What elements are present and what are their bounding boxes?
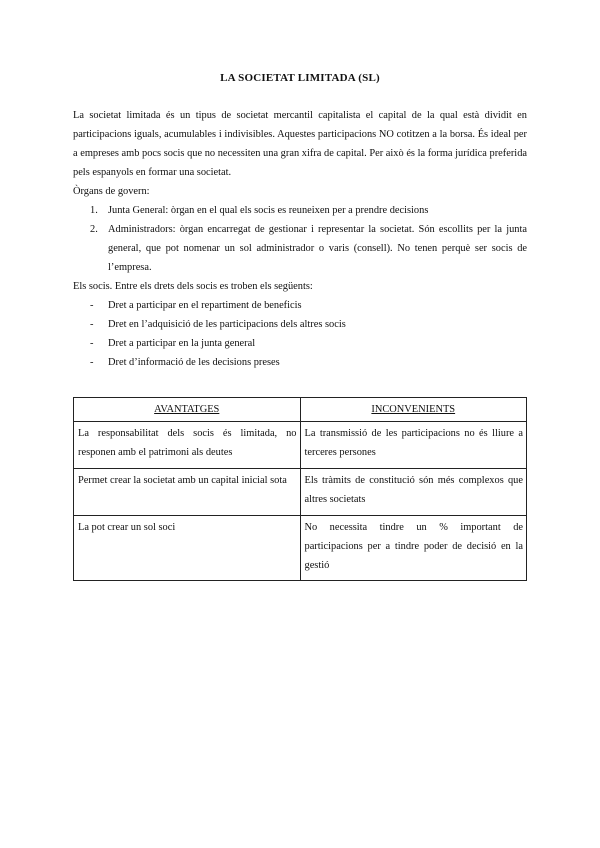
list-item <box>73 220 527 277</box>
dash-bullet: - <box>90 300 94 311</box>
table-cell: La responsabilitat dels socis és limitada, no responen amb el patrimoni als deutes <box>74 422 301 469</box>
table-row <box>74 422 527 469</box>
table-header-row <box>74 398 527 422</box>
dash-bullet: - <box>90 319 94 330</box>
table-row <box>74 469 527 516</box>
list-item <box>73 334 527 353</box>
list-item-text: Dret a participar en la junta general <box>108 338 256 349</box>
organs-heading: Òrgans de govern: <box>73 186 150 197</box>
document-body <box>73 106 527 372</box>
list-item <box>73 296 527 315</box>
header-advantages: AVANTATGES <box>74 398 301 422</box>
list-number: 2. <box>90 224 98 235</box>
table-cell: Els tràmits de constitució són més complexos que altres societats <box>300 469 527 516</box>
rights-list <box>73 296 527 372</box>
list-item <box>73 201 527 220</box>
list-item-text: Dret d’informació de les decisions preses <box>108 357 280 368</box>
rights-heading: Els socis. Entre els drets dels socis es troben els següents: <box>73 281 313 292</box>
dash-bullet: - <box>90 338 94 349</box>
table-cell: La pot crear un sol soci <box>74 516 301 581</box>
list-item <box>73 315 527 334</box>
table-cell: No necessita tindre un % important de participacions per a tindre poder de decisió en la gestió <box>300 516 527 581</box>
intro-paragraph: La societat limitada és un tipus de societat mercantil capitalista el capital de la qual està dividit en participacions iguals, acumulables i indivisibles. Aquestes participacions NO cotitzen a la borsa. És ideal per a empreses amb pocs socis que no necessiten una gran xifra de capital. Per això és la forma jurídica preferida pels espanyols en formar una societat. <box>73 110 527 178</box>
table-row <box>74 516 527 581</box>
list-item-text: Dret en l’adquisició de les participacions dels altres socis <box>108 319 346 330</box>
table-cell: Permet crear la societat amb un capital inicial sota <box>74 469 301 516</box>
organs-list <box>73 201 527 277</box>
list-item <box>73 353 527 372</box>
pros-cons-table <box>73 397 527 581</box>
list-number: 1. <box>90 205 98 216</box>
list-item-text: Administradors: òrgan encarregat de gestionar i representar la societat. Són escollits per la junta general, que pot nomenar un sol administrador o varis (consell). No tenen perquè ser socis de l’empresa. <box>108 224 527 273</box>
list-item-text: Junta General: òrgan en el qual els socis es reuneixen per a prendre decisions <box>108 205 429 216</box>
table-cell: La transmissió de les participacions no és lliure a terceres persones <box>300 422 527 469</box>
document-title: LA SOCIETAT LIMITADA (SL) <box>220 72 380 84</box>
list-item-text: Dret a participar en el repartiment de beneficis <box>108 300 302 311</box>
dash-bullet: - <box>90 357 94 368</box>
header-disadvantages: INCONVENIENTS <box>300 398 527 422</box>
